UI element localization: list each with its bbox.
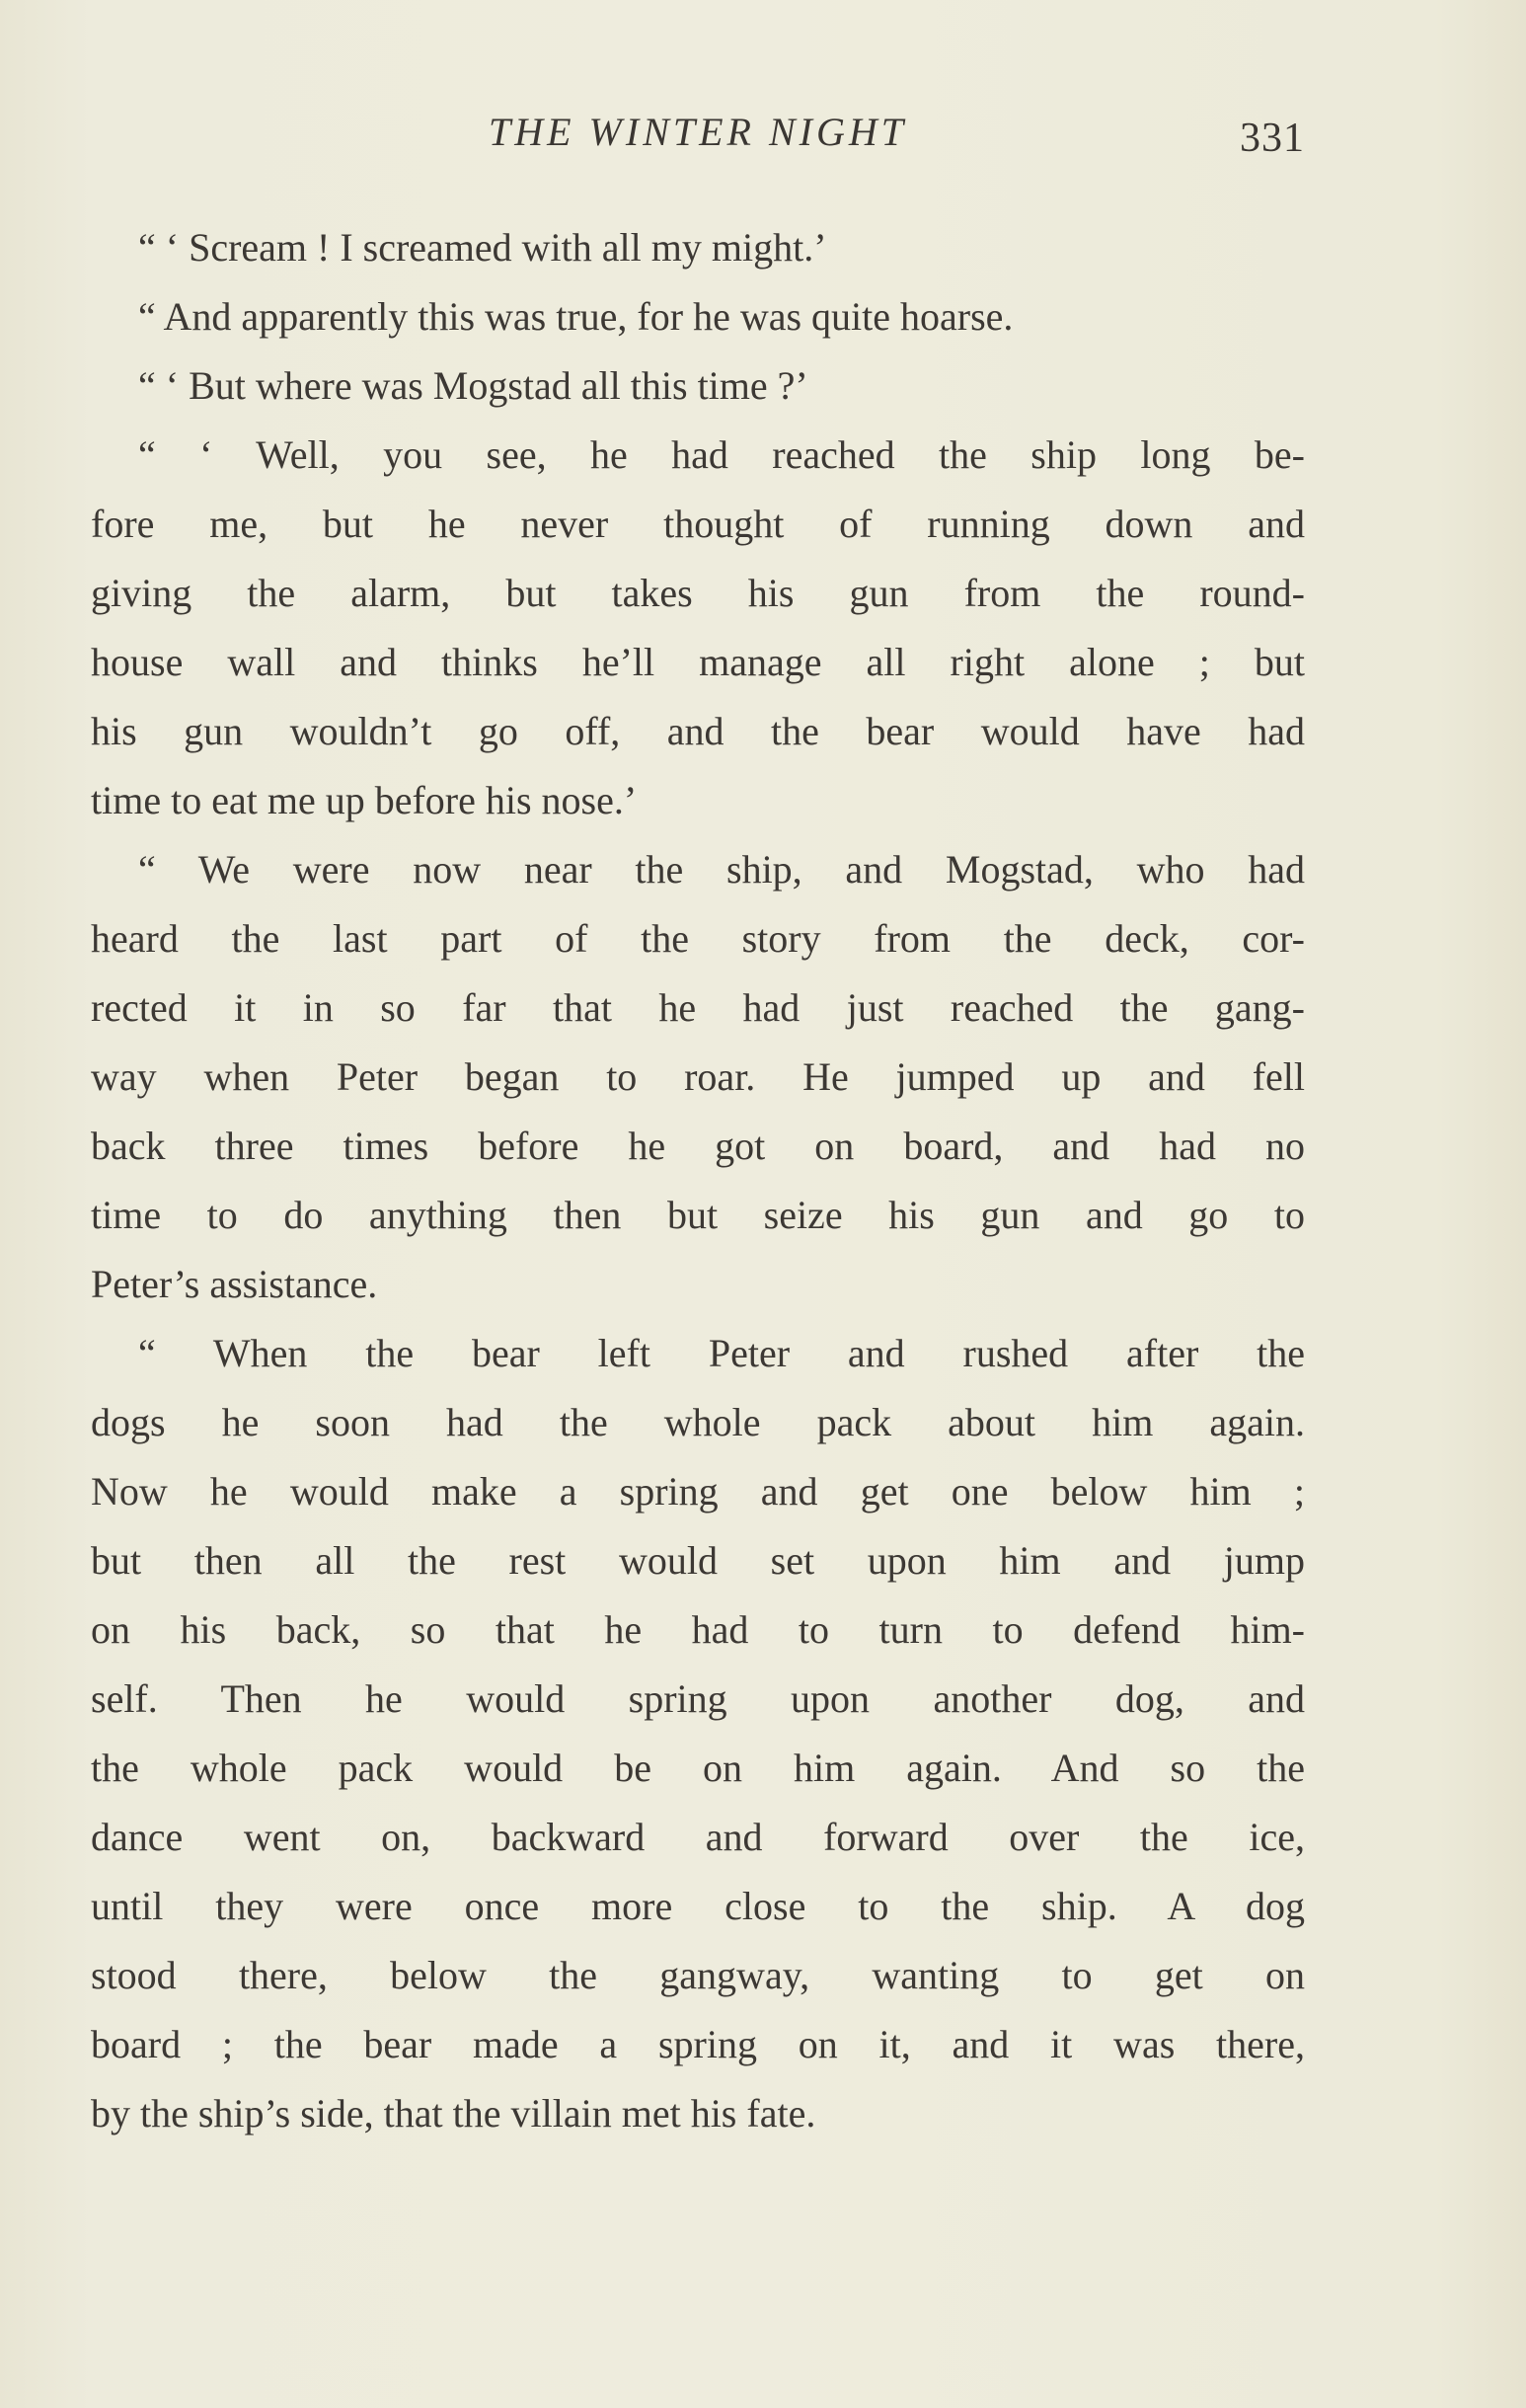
text-line: time to eat me up before his nose.’ (91, 778, 638, 822)
text-line: dance went on, backward and forward over the ice, (91, 1815, 1305, 1859)
page-number: 331 (1240, 116, 1305, 161)
text-line: dogs he soon had the whole pack about him again. (91, 1400, 1305, 1444)
text-line: board ; the bear made a spring on it, and it was there, (91, 2022, 1305, 2066)
text-line: time to do anything then but seize his gun and go to (91, 1193, 1305, 1237)
text-line: self. Then he would spring upon another dog, and (91, 1676, 1305, 1721)
text-line: his gun wouldn’t go off, and the bear would have had (91, 709, 1305, 753)
page-header (91, 103, 1305, 172)
text-line: stood there, below the gangway, wanting to get on (91, 1953, 1305, 1997)
text-line: but then all the rest would set upon him and jump (91, 1538, 1305, 1583)
text-line: “ ‘ Scream ! I screamed with all my might.’ (138, 225, 827, 270)
body-text (91, 213, 1305, 2148)
text-line: fore me, but he never thought of running down and (91, 502, 1305, 546)
text-line: Peter’s assistance. (91, 1262, 378, 1306)
text-line: the whole pack would be on him again. And so the (91, 1746, 1305, 1790)
text-line: on his back, so that he had to turn to defend him- (91, 1607, 1305, 1652)
text-line: “ We were now near the ship, and Mogstad, who had (138, 847, 1305, 892)
text-line: “ When the bear left Peter and rushed after the (138, 1331, 1305, 1375)
text-line: house wall and thinks he’ll manage all right alone ; but (91, 640, 1305, 684)
text-line: until they were once more close to the ship. A dog (91, 1884, 1305, 1928)
text-line: back three times before he got on board, and had no (91, 1124, 1305, 1168)
text-line: rected it in so far that he had just reached the gang- (91, 985, 1305, 1030)
running-head: THE WINTER NIGHT (488, 110, 908, 154)
text-line: heard the last part of the story from the deck, cor- (91, 916, 1305, 961)
text-line: “ ‘ But where was Mogstad all this time ?’ (138, 363, 808, 408)
text-line: “ ‘ Well, you see, he had reached the ship long be- (138, 432, 1305, 477)
text-line: Now he would make a spring and get one below him ; (91, 1469, 1305, 1514)
text-line: by the ship’s side, that the villain met his fate. (91, 2091, 816, 2136)
text-line: way when Peter began to roar. He jumped up and fell (91, 1054, 1305, 1099)
text-line: “ And apparently this was true, for he was quite hoarse. (138, 294, 1014, 339)
text-line: giving the alarm, but takes his gun from the round- (91, 571, 1305, 615)
